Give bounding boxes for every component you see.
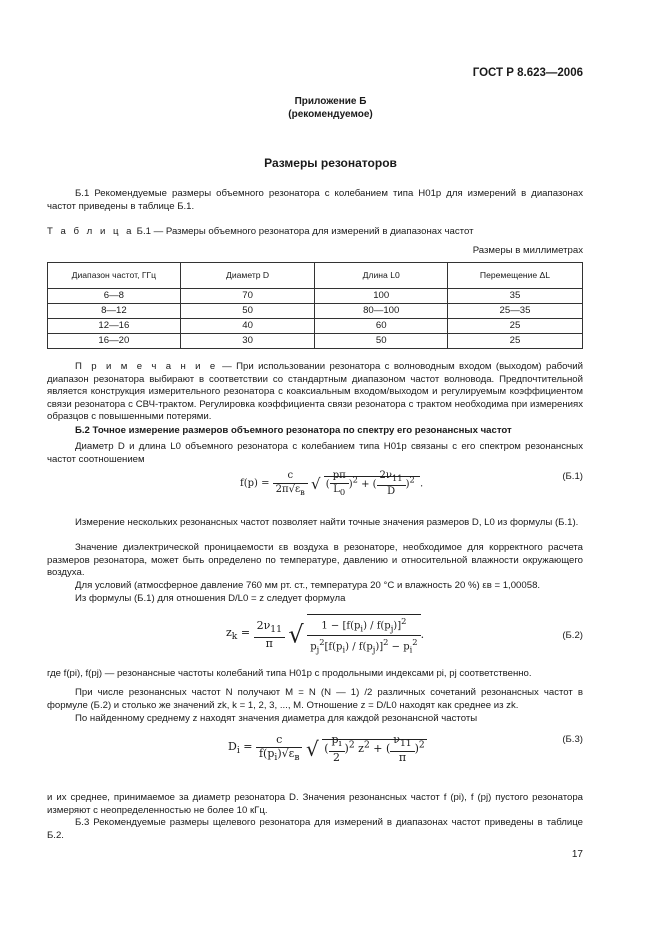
header-cell: Перемещение ΔL — [448, 263, 583, 289]
document-id: ГОСТ Р 8.623—2006 — [472, 67, 583, 79]
table-cell: 80—100 — [315, 304, 448, 319]
eq3-fraction: $\frac{c}{f(p_i)√\varepsilon_в}$ — [256, 734, 303, 764]
table-cell: 60 — [315, 319, 448, 334]
paragraph-b3: Б.3 Рекомендуемые размеры щелевого резонатора для измерений в диапазонах частот приведены в таблице Б.2. — [47, 817, 583, 841]
table-cell: 40 — [180, 319, 315, 334]
table-cell: 50 — [180, 304, 315, 319]
paragraph-combinations: При числе резонансных частот N получают M = N (N — 1) /2 различных сочетаний резонансных частот в формуле (Б.2) и столько же значений zk, k = 1, 2, 3, ..., M. Отношение z = D/L0 находят как среднее из zk. — [47, 687, 583, 711]
paragraph-where: где f(pi), f(pj) — резонансные частоты колебаний типа H01p с продольными индексами pi, pj соответственно. — [47, 668, 532, 679]
eq2-radicand: $\frac{1 - [f(p_i) / f(p_j)]^2}{p_j^2[f(p_i) / f(p_j)]^2 - p_i^2}$ — [307, 614, 420, 656]
paragraph-multiple-freq: Измерение нескольких резонансных частот позволяет найти точные значения размеров D, L0 из формулы (Б.1). — [75, 517, 579, 528]
units-note: Размеры в миллиметрах — [472, 245, 583, 256]
paragraph-mean-z: По найденному среднему z находят значения диаметра для каждой резонансной частоты — [75, 713, 478, 724]
table-row — [48, 319, 583, 334]
table-cell: 25 — [448, 319, 583, 334]
table-cell: 25 — [448, 334, 583, 349]
table-caption-word: Т а б л и ц а — [47, 226, 134, 237]
table-cell: 6—8 — [48, 289, 181, 304]
paragraph-average: и их среднее, принимаемое за диаметр резонатора D. Значения резонансных частот f (pi), f (pj) пустого резонатора измеряют с неопределенностью не более 10 кГц. — [47, 792, 583, 816]
table-caption — [47, 226, 583, 239]
equation-b2-number: (Б.2) — [562, 630, 583, 641]
table-row — [48, 304, 583, 319]
paragraph-b2-intro: Диаметр D и длина L0 объемного резонатора с колебанием типа H01p связаны с его спектром резонансных частот соотношением — [47, 441, 583, 465]
equation-b3: $D_i$ = $\frac{c}{f(p_i)√\varepsilon_в}$ √ ( $\frac{p_i}{2}$ )$^2$ $z^2$ + ( $\frac{\nu_{11}}{\pi}$ )$^2$ — [228, 733, 425, 764]
table-caption-text: Б.1 — Размеры объемного резонатора для измерений в диапазонах частот — [133, 226, 474, 237]
table-cell: 100 — [315, 289, 448, 304]
table-cell: 35 — [448, 289, 583, 304]
table-row — [48, 289, 583, 304]
note-text: — При использовании резонатора с волноводным входом (выходом) рабочий диапазон резонатора выбирают в соответствии со стандартным диапазоном частот волновода. Предпочтительной является конструкция измерительного резонатора с коаксиальным входом/выходом и регулируемым коэффициентом связи резонатора с СВЧ-трактом. Регулировка коэффициента связи резонатора с трактом необходима при измерениях образцов с повышенными потерями. — [47, 361, 583, 423]
note-word: П р и м е ч а н и е — [75, 361, 218, 372]
eq1-fraction: $\frac{c}{2\pi√\varepsilon_в}$ — [273, 470, 308, 498]
table-cell: 16—20 — [48, 334, 181, 349]
resonator-sizes-table — [47, 262, 583, 349]
header-cell: Длина L0 — [315, 263, 448, 289]
equation-b2: $z_k$ = $\frac{2\nu_{11}}{\pi}$ √ $\frac{1 - [f(p_i) / f(p_j)]^2}{p_j^2[f(p_i) / f(p_j)]^2 - p_i^2}$ . — [226, 616, 425, 655]
table-cell: 30 — [180, 334, 315, 349]
equation-b1-number: (Б.1) — [562, 471, 583, 482]
equation-b1: f(p) = $\frac{c}{2\pi√\varepsilon_в}$ √ ( $\frac{p\pi}{L_0}$ )$^2$ + ( $\frac{2\nu_{11}}{D}$ )$^2$ . — [240, 470, 424, 497]
table-row — [48, 334, 583, 349]
b2-heading: Б.2 Точное измерение размеров объемного резонатора по спектру его резонансных частот — [75, 425, 512, 436]
paragraph-b1: Б.1 Рекомендуемые размеры объемного резонатора с колебанием типа H01p для измерений в диапазонах частот приведены в таблице Б.1. — [47, 188, 583, 212]
table-cell: 70 — [180, 289, 315, 304]
table-note — [47, 361, 583, 424]
page-number: 17 — [571, 849, 583, 860]
header-cell: Диаметр D — [180, 263, 315, 289]
paragraph-from-formula: Из формулы (Б.1) для отношения D/L0 = z следует формула — [75, 593, 346, 604]
table-cell: 12—16 — [48, 319, 181, 334]
appendix-title: Приложение Б — [294, 96, 367, 107]
appendix-status: (рекомендуемое) — [288, 109, 373, 120]
equation-b3-number: (Б.3) — [562, 734, 583, 745]
table-cell: 25—35 — [448, 304, 583, 319]
section-title: Размеры резонаторов — [264, 156, 397, 170]
header-cell: Диапазон частот, ГГц — [48, 263, 181, 289]
paragraph-conditions: Для условий (атмосферное давление 760 мм рт. ст., температура 20 °С и влажность 20 %) εв = 1,00058. — [75, 580, 541, 591]
table-cell: 50 — [315, 334, 448, 349]
table-cell: 8—12 — [48, 304, 181, 319]
paragraph-permittivity: Значение диэлектрической проницаемости εв воздуха в резонаторе, необходимое для корректного расчета размеров резонатора, может быть определено по температуре, давлению и относительной влажности окружающего воздуха. — [47, 542, 583, 579]
eq2-fraction: $\frac{2\nu_{11}}{\pi}$ — [254, 620, 285, 650]
table-header-row — [48, 263, 583, 289]
